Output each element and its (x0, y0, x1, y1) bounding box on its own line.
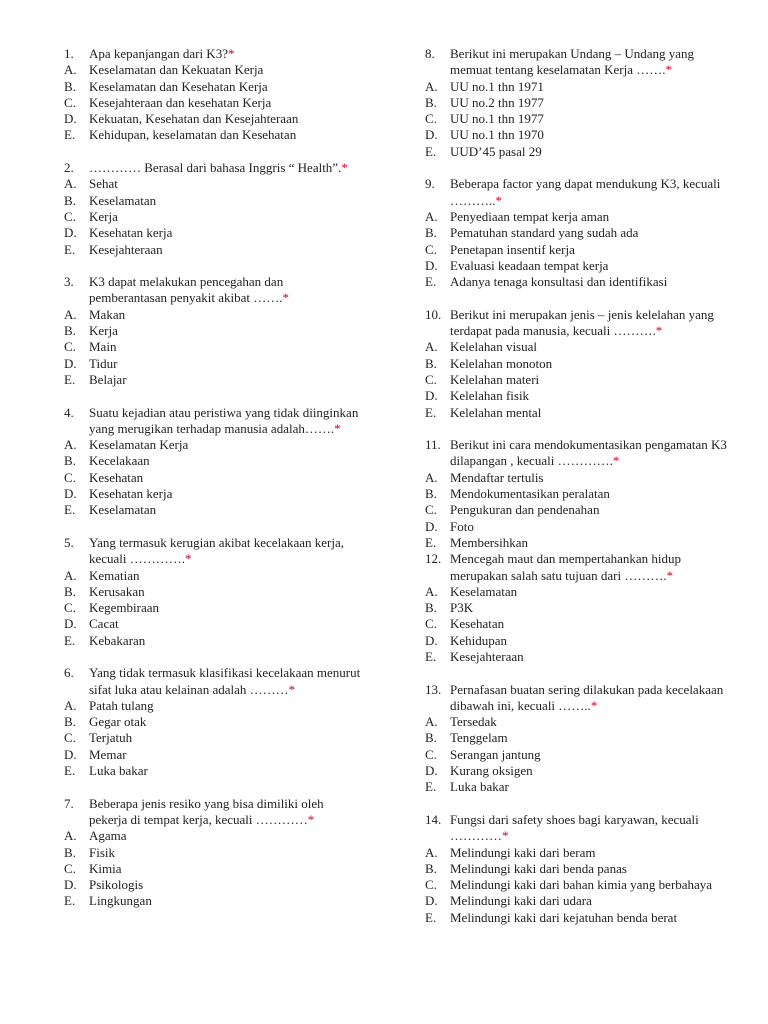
question-number: 7. (64, 795, 74, 811)
answer-option (64, 62, 364, 78)
question-text (89, 160, 364, 176)
answer-option (425, 144, 735, 160)
required-marker: * (341, 160, 348, 176)
option-text: Kerusakan (89, 583, 145, 599)
option-letter: B. (425, 730, 437, 746)
option-letter: B. (425, 600, 437, 616)
question-number: 5. (64, 534, 74, 550)
option-text: Adanya tenaga konsultasi dan identifikasi (450, 274, 668, 290)
option-letter: B. (425, 355, 437, 371)
question-line (64, 535, 364, 568)
option-text: Kecelakaan (89, 453, 150, 469)
option-letter: C. (64, 730, 76, 746)
answer-option (425, 242, 735, 258)
question-number: 10. (425, 306, 442, 322)
answer-option (64, 861, 364, 877)
question-body: K3 dapat melakukan pencegahan dan pemberantasan penyakit akibat ……. (89, 274, 284, 306)
question-line (64, 274, 364, 307)
option-letter: D. (64, 355, 77, 371)
option-letter: A. (64, 306, 77, 322)
option-text: Terjatuh (89, 730, 133, 746)
answer-option (64, 877, 364, 893)
option-text: Melindungi kaki dari bahan kimia yang berbahaya (450, 877, 713, 893)
option-letter: B. (64, 78, 76, 94)
option-letter: E. (425, 143, 437, 159)
option-letter: A. (64, 62, 77, 78)
option-text: UU no.1 thn 1977 (450, 111, 544, 127)
option-text: UU no.2 thn 1977 (450, 94, 544, 110)
answer-option (425, 730, 735, 746)
question-line (425, 812, 735, 845)
option-letter: D. (425, 127, 438, 143)
answer-option (64, 584, 364, 600)
answer-option (64, 127, 364, 143)
required-marker: * (655, 323, 663, 339)
answer-option (425, 714, 735, 730)
answer-option (425, 649, 735, 665)
question-body: Yang termasuk kerugian akibat kecelakaan kerja, kecuali …………. (89, 534, 344, 567)
answer-option (64, 633, 364, 649)
question-number: 8. (425, 46, 435, 61)
question-body: Mencegah maut dan mempertahankan hidup merupakan salah satu tujuan dari ………. (450, 551, 682, 583)
question-text (450, 551, 735, 584)
answer-option (64, 730, 364, 746)
answer-option (425, 111, 735, 127)
required-marker: * (307, 811, 315, 827)
answer-option (425, 633, 735, 649)
option-letter: C. (425, 746, 437, 762)
option-text: Kerja (89, 208, 118, 224)
required-marker: * (502, 828, 509, 844)
option-text: Kelelahan fisik (450, 388, 530, 404)
question-line (425, 46, 735, 79)
option-text: Kesejahteraan dan kesehatan Kerja (89, 94, 272, 110)
option-text: UU no.1 thn 1971 (450, 78, 544, 94)
option-text: Fisik (89, 844, 116, 860)
option-letter: A. (64, 697, 77, 713)
question-number: 3. (64, 274, 74, 290)
option-letter: D. (425, 632, 438, 648)
option-text: Agama (89, 828, 127, 844)
answer-option (64, 209, 364, 225)
answer-option (64, 568, 364, 584)
question-body: Suatu kejadian atau peristiwa yang tidak diinginkan yang merugikan terhadap manusia adalah……. (89, 404, 359, 436)
question-8 (425, 46, 735, 160)
option-text: Cacat (89, 616, 119, 632)
option-letter: A. (64, 176, 77, 192)
option-text: Mendokumentasikan peralatan (450, 486, 610, 502)
question-line (64, 665, 364, 698)
option-letter: D. (64, 225, 77, 241)
option-text: UUD’45 pasal 29 (450, 143, 542, 159)
answer-option (425, 747, 735, 763)
option-text: Tersedak (450, 714, 497, 730)
option-text: Kehidupan, keselamatan dan Kesehatan (89, 127, 297, 143)
required-marker: * (227, 46, 235, 61)
question-text (89, 796, 364, 829)
answer-option (425, 356, 735, 372)
question-number: 13. (425, 681, 442, 697)
question-line (425, 176, 735, 209)
option-letter: A. (425, 844, 438, 860)
right-question-column (425, 46, 735, 942)
question-3 (64, 274, 364, 388)
answer-option (425, 877, 735, 893)
question-number: 12. (425, 551, 442, 567)
option-letter: B. (425, 486, 437, 502)
question-body: Fungsi dari safety shoes bagi karyawan, kecuali ………… (450, 811, 699, 844)
option-text: Kesehatan (450, 616, 505, 632)
answer-option (64, 193, 364, 209)
option-text: Keselamatan Kerja (89, 437, 189, 453)
question-body: Yang tidak termasuk klasifikasi kecelakaan menurut sifat luka atau kelainan adalah ……… (89, 665, 361, 697)
question-number: 2. (64, 160, 74, 176)
option-text: Membersihkan (450, 534, 528, 550)
answer-option (425, 763, 735, 779)
option-letter: E. (64, 632, 76, 648)
option-text: Psikologis (89, 877, 144, 893)
answer-option (425, 519, 735, 535)
option-letter: E. (425, 534, 437, 550)
option-text: Kerja (89, 323, 118, 339)
option-text: Kelelahan materi (450, 371, 540, 387)
question-14 (425, 812, 735, 926)
question-2 (64, 160, 364, 258)
option-letter: C. (425, 502, 437, 518)
option-letter: E. (425, 779, 437, 795)
option-letter: B. (64, 583, 76, 599)
answer-option (64, 486, 364, 502)
option-text: Keselamatan (450, 583, 518, 599)
option-letter: D. (425, 893, 438, 909)
answer-option (425, 127, 735, 143)
option-letter: C. (64, 469, 76, 485)
option-text: Main (89, 339, 117, 355)
answer-option (425, 486, 735, 502)
answer-option (425, 893, 735, 909)
option-text: Foto (450, 518, 474, 534)
answer-option (425, 79, 735, 95)
option-text: Kematian (89, 567, 140, 583)
option-letter: A. (64, 567, 77, 583)
option-text: Mendaftar tertulis (450, 469, 544, 485)
answer-option (425, 274, 735, 290)
answer-option (425, 95, 735, 111)
option-letter: A. (425, 583, 438, 599)
option-letter: C. (425, 241, 437, 257)
answer-option (64, 747, 364, 763)
question-6 (64, 665, 364, 779)
answer-option (64, 372, 364, 388)
option-letter: C. (64, 600, 76, 616)
question-number: 11. (425, 437, 441, 453)
option-text: Luka bakar (89, 763, 148, 779)
option-letter: C. (64, 208, 76, 224)
option-text: Melindungi kaki dari beram (450, 844, 596, 860)
question-body: Apa kepanjangan dari K3? (89, 46, 228, 61)
question-body: Pernafasan buatan sering dilakukan pada kecelakaan dibawah ini, kecuali …….. (450, 681, 724, 713)
answer-option (64, 307, 364, 323)
question-text (450, 46, 735, 79)
option-text: Keselamatan (89, 502, 157, 518)
answer-option (425, 535, 735, 551)
question-text (450, 307, 735, 340)
answer-option (64, 437, 364, 453)
answer-option (64, 111, 364, 127)
question-number: 4. (64, 404, 74, 420)
option-text: Kesejahteraan (89, 241, 163, 257)
option-letter: A. (425, 469, 438, 485)
option-letter: D. (64, 486, 77, 502)
option-text: Melindungi kaki dari kejatuhan benda berat (450, 909, 678, 925)
option-text: Tidur (89, 355, 118, 371)
option-text: Memar (89, 746, 127, 762)
answer-option (425, 584, 735, 600)
option-letter: C. (425, 877, 437, 893)
question-text (89, 665, 364, 698)
option-text: Pengukuran dan pendenahan (450, 502, 600, 518)
answer-option (64, 763, 364, 779)
answer-option (64, 356, 364, 372)
option-text: Belajar (89, 371, 127, 387)
option-letter: D. (425, 763, 438, 779)
option-letter: E. (425, 274, 437, 290)
option-letter: E. (64, 502, 76, 518)
option-text: Penyediaan tempat kerja aman (450, 208, 610, 224)
answer-option (64, 502, 364, 518)
answer-option (425, 845, 735, 861)
required-marker: * (282, 290, 289, 306)
question-text (450, 437, 735, 470)
option-letter: B. (425, 860, 437, 876)
left-question-column (64, 46, 364, 926)
answer-option (64, 176, 364, 192)
option-text: Gegar otak (89, 714, 147, 730)
option-letter: C. (425, 371, 437, 387)
option-text: Kesehatan kerja (89, 225, 173, 241)
option-text: Kesehatan (89, 469, 144, 485)
option-text: Luka bakar (450, 779, 509, 795)
option-letter: B. (64, 453, 76, 469)
answer-option (64, 600, 364, 616)
answer-option (64, 95, 364, 111)
question-1 (64, 46, 364, 144)
option-text: Serangan jantung (450, 746, 541, 762)
question-line (425, 551, 735, 584)
answer-option (64, 453, 364, 469)
question-text (450, 682, 735, 715)
option-text: Keselamatan dan Kekuatan Kerja (89, 62, 264, 78)
question-body: Beberapa factor yang dapat mendukung K3, kecuali ……….. (450, 176, 721, 208)
answer-option (64, 339, 364, 355)
answer-option (64, 828, 364, 844)
option-text: Kelelahan mental (450, 404, 542, 420)
option-text: Melindungi kaki dari udara (450, 893, 592, 909)
option-letter: B. (64, 844, 76, 860)
option-letter: A. (425, 78, 438, 94)
answer-option (425, 405, 735, 421)
answer-option (425, 339, 735, 355)
option-text: Kekuatan, Kesehatan dan Kesejahteraan (89, 111, 299, 127)
required-marker: * (495, 192, 502, 208)
answer-option (425, 910, 735, 926)
question-11 (425, 437, 735, 551)
answer-option (64, 225, 364, 241)
option-text: Kesejahteraan (450, 648, 524, 664)
question-number: 14. (425, 811, 442, 827)
answer-option (425, 470, 735, 486)
option-text: UU no.1 thn 1970 (450, 127, 544, 143)
option-text: Kesehatan kerja (89, 486, 173, 502)
answer-option (425, 600, 735, 616)
option-text: Makan (89, 306, 126, 322)
question-body: Beberapa jenis resiko yang bisa dimiliki oleh pekerja di tempat kerja, kecuali ………… (89, 795, 324, 827)
option-letter: B. (64, 192, 76, 208)
option-letter: B. (425, 94, 437, 110)
question-text (89, 274, 364, 307)
answer-option (425, 616, 735, 632)
question-10 (425, 307, 735, 421)
question-line (425, 682, 735, 715)
option-text: Kelelahan visual (450, 339, 537, 355)
answer-option (425, 388, 735, 404)
option-letter: B. (64, 323, 76, 339)
question-text (89, 46, 364, 62)
question-text (89, 405, 364, 438)
question-9 (425, 176, 735, 290)
answer-option (64, 242, 364, 258)
question-5 (64, 535, 364, 649)
option-text: Kegembiraan (89, 600, 160, 616)
option-text: Lingkungan (89, 893, 152, 909)
answer-option (425, 779, 735, 795)
option-text: Pematuhan standard yang sudah ada (450, 225, 639, 241)
question-line (64, 405, 364, 438)
required-marker: * (334, 420, 341, 436)
required-marker: * (590, 697, 598, 713)
answer-option (64, 893, 364, 909)
option-letter: C. (64, 860, 76, 876)
question-body: Berikut ini merupakan jenis – jenis kelelahan yang terdapat pada manusia, kecuali ………. (450, 306, 714, 339)
option-text: Melindungi kaki dari benda panas (450, 860, 627, 876)
option-letter: C. (64, 339, 76, 355)
option-text: Kelelahan monoton (450, 355, 553, 371)
option-letter: A. (64, 437, 77, 453)
option-letter: C. (425, 616, 437, 632)
answer-option (425, 372, 735, 388)
question-4 (64, 405, 364, 519)
question-line (64, 46, 364, 62)
option-letter: B. (425, 225, 437, 241)
answer-option (425, 225, 735, 241)
option-text: Kebakaran (89, 632, 146, 648)
option-letter: E. (64, 241, 76, 257)
option-letter: D. (64, 746, 77, 762)
answer-option (425, 861, 735, 877)
answer-option (64, 470, 364, 486)
question-body: Berikut ini merupakan Undang – Undang yang memuat tentang keselamatan Kerja ……. (450, 46, 695, 78)
option-letter: E. (64, 893, 76, 909)
answer-option (64, 698, 364, 714)
answer-option (64, 714, 364, 730)
option-letter: D. (425, 518, 438, 534)
option-text: Kurang oksigen (450, 763, 533, 779)
question-line (425, 437, 735, 470)
question-line (64, 796, 364, 829)
required-marker: * (288, 681, 296, 697)
option-letter: E. (425, 648, 437, 664)
option-letter: E. (425, 909, 437, 925)
option-letter: E. (64, 127, 76, 143)
option-text: Kehidupan (450, 632, 508, 648)
answer-option (425, 502, 735, 518)
answer-option (64, 323, 364, 339)
option-letter: C. (64, 94, 76, 110)
answer-option (425, 258, 735, 274)
question-number: 1. (64, 46, 74, 61)
option-letter: C. (425, 111, 437, 127)
answer-option (64, 79, 364, 95)
question-13 (425, 682, 735, 796)
question-text (89, 535, 364, 568)
required-marker: * (185, 551, 192, 567)
option-letter: E. (425, 404, 437, 420)
question-text (450, 812, 735, 845)
option-letter: A. (425, 714, 438, 730)
option-text: Evaluasi keadaan tempat kerja (450, 257, 609, 273)
option-letter: A. (425, 339, 438, 355)
option-letter: B. (64, 714, 76, 730)
answer-option (64, 845, 364, 861)
answer-option (64, 616, 364, 632)
option-text: Kimia (89, 860, 122, 876)
answer-option (425, 209, 735, 225)
option-letter: A. (64, 828, 77, 844)
option-text: Sehat (89, 176, 118, 192)
option-letter: E. (64, 371, 76, 387)
question-number: 6. (64, 665, 74, 681)
option-letter: D. (64, 111, 77, 127)
question-line (64, 160, 364, 176)
option-letter: A. (425, 208, 438, 224)
option-text: Keselamatan dan Kesehatan Kerja (89, 78, 268, 94)
option-text: Penetapan insentif kerja (450, 241, 575, 257)
option-letter: D. (425, 257, 438, 273)
option-text: Patah tulang (89, 697, 154, 713)
option-text: Keselamatan (89, 192, 157, 208)
required-marker: * (612, 453, 620, 469)
question-body: ………… Berasal dari bahasa Inggris “ Health”. (89, 160, 342, 176)
question-line (425, 307, 735, 340)
question-number: 9. (425, 176, 435, 192)
option-text: Tenggelam (450, 730, 508, 746)
option-letter: E. (64, 763, 76, 779)
required-marker: * (665, 62, 673, 78)
required-marker: * (666, 567, 674, 583)
option-letter: D. (425, 388, 438, 404)
option-letter: D. (64, 877, 77, 893)
question-7 (64, 796, 364, 910)
option-letter: D. (64, 616, 77, 632)
option-text: P3K (450, 600, 474, 616)
question-body: Berikut ini cara mendokumentasikan pengamatan K3 dilapangan , kecuali …………. (450, 437, 727, 469)
question-12 (425, 551, 735, 665)
question-text (450, 176, 735, 209)
